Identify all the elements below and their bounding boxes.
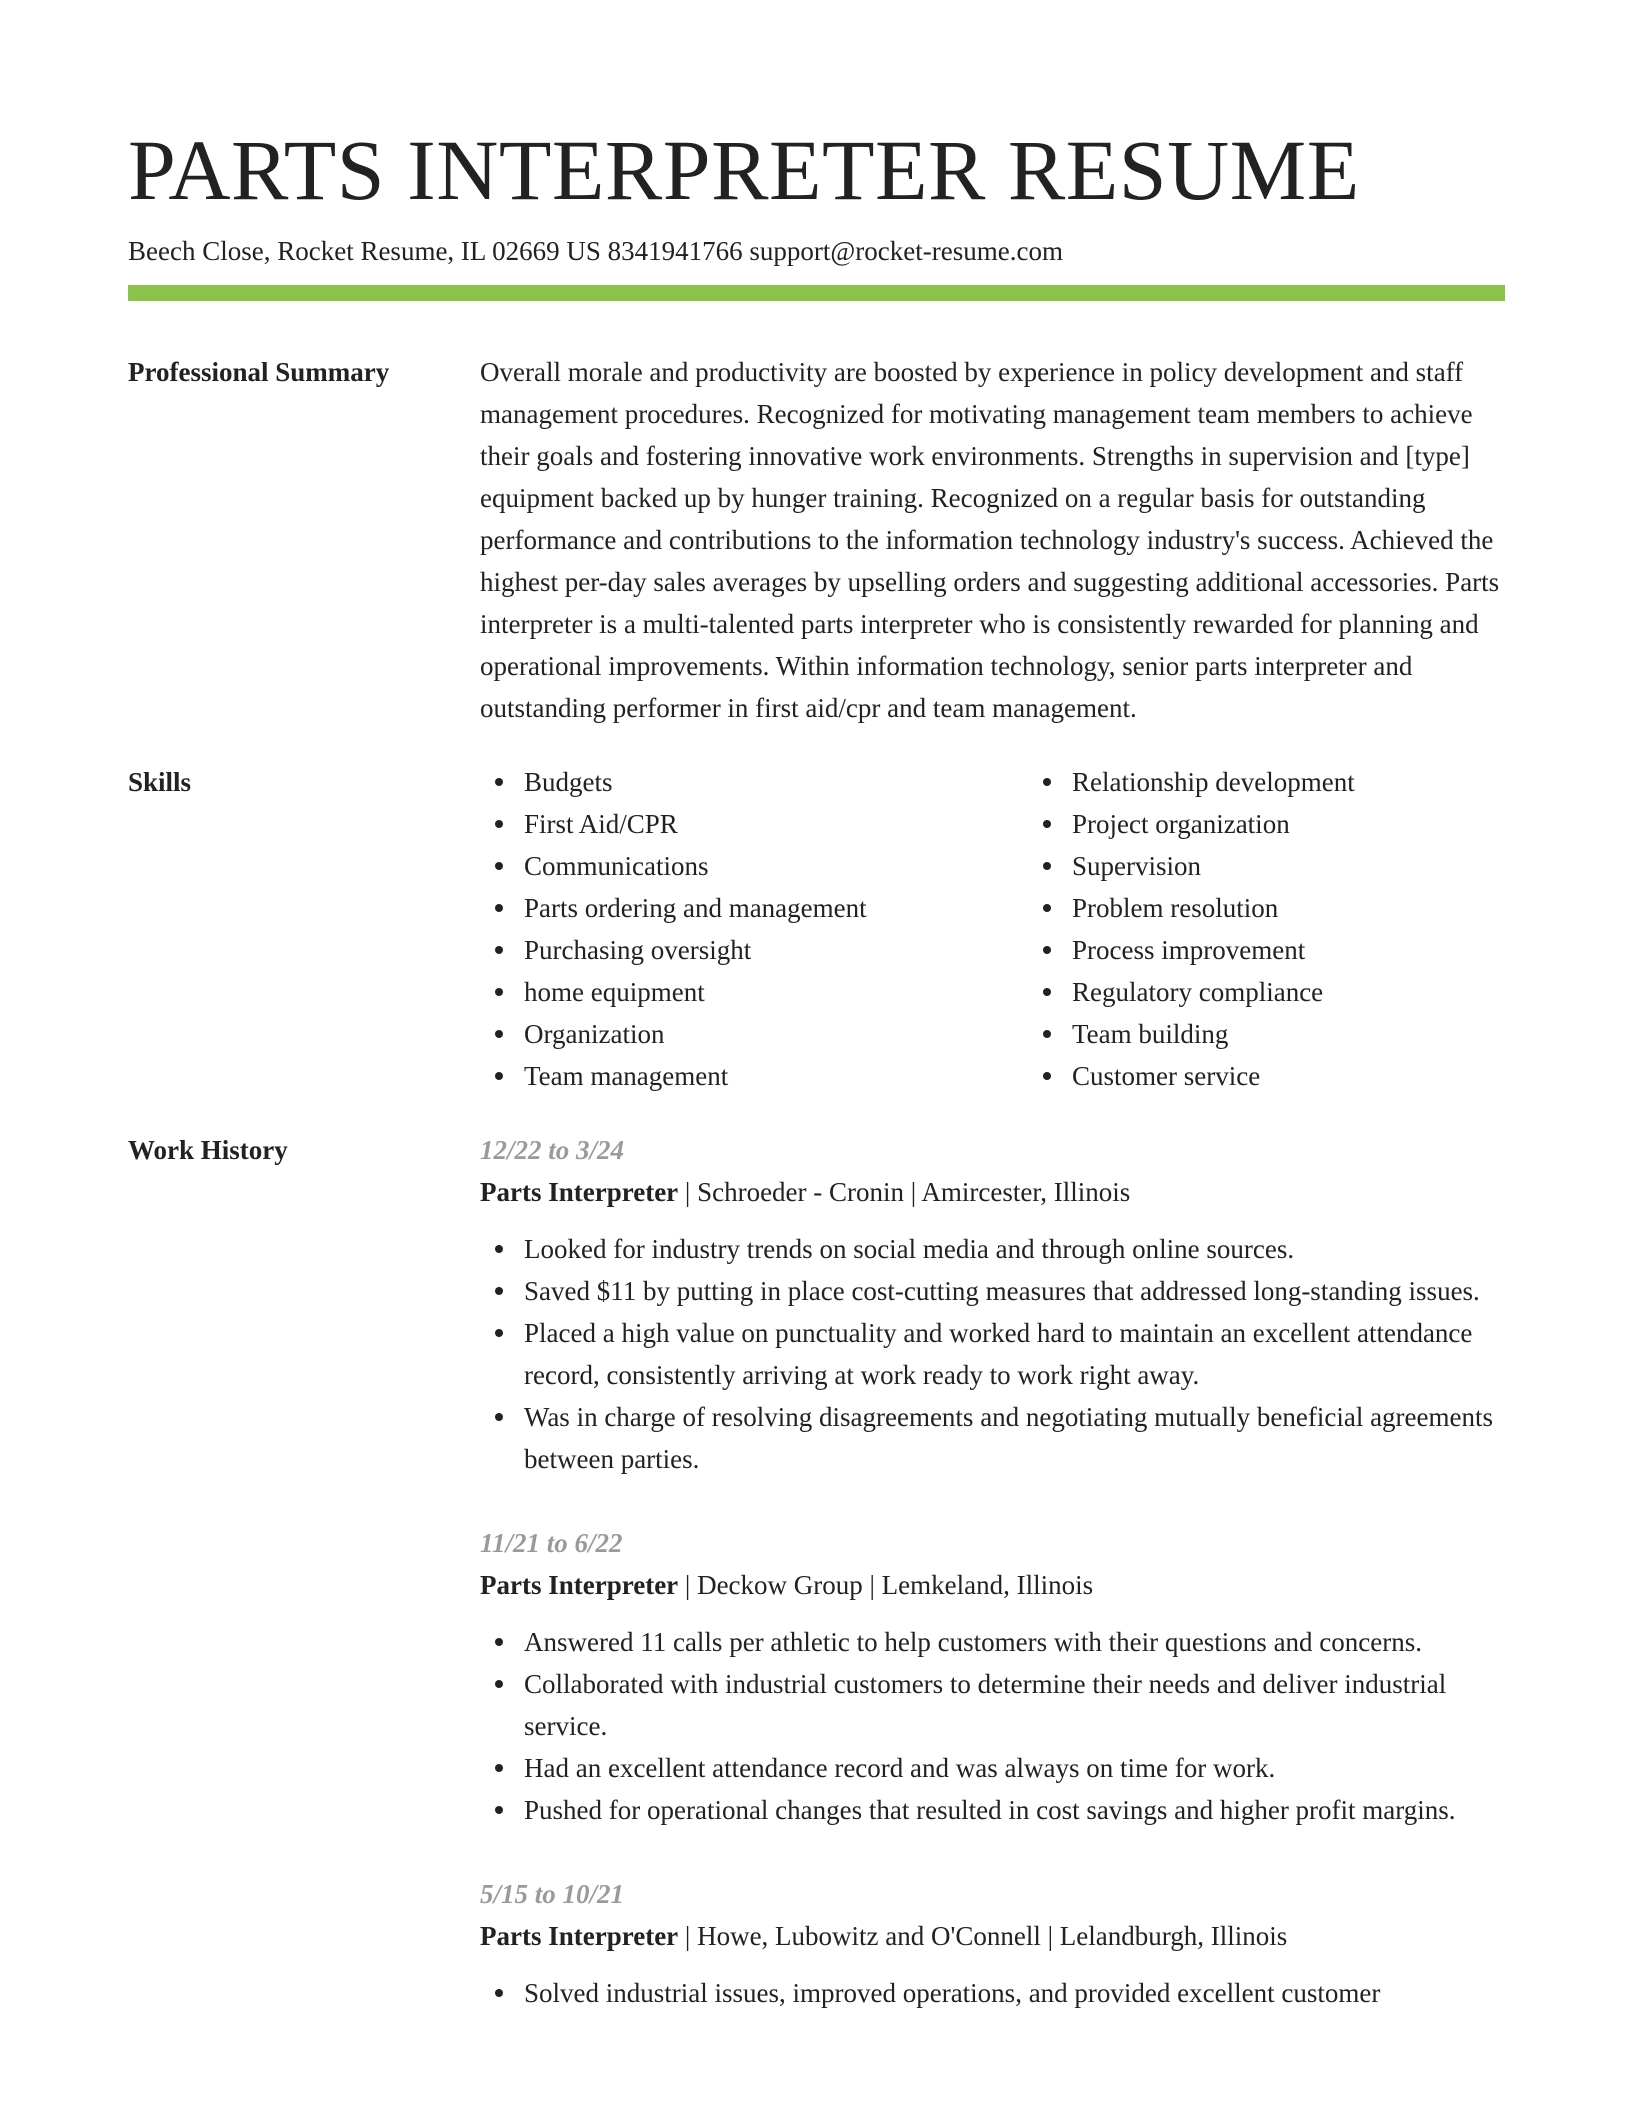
- skill-item: Team management: [524, 1055, 1028, 1097]
- job-title: Parts Interpreter: [480, 1177, 679, 1207]
- skill-item: Organization: [524, 1013, 1028, 1055]
- duty-item: Solved industrial issues, improved operations, and provided excellent customer: [524, 1972, 1505, 2014]
- duty-item: Had an excellent attendance record and was always on time for work.: [524, 1747, 1505, 1789]
- job-heading: [480, 1915, 1505, 1957]
- job-dates: 12/22 to 3/24: [480, 1135, 625, 1165]
- header-accent-rule: [128, 285, 1505, 301]
- job-title: Parts Interpreter: [480, 1921, 679, 1951]
- duty-item: Saved $11 by putting in place cost-cutting measures that addressed long-standing issues.: [524, 1270, 1505, 1312]
- skill-item: Supervision: [1072, 845, 1576, 887]
- job-heading: [480, 1171, 1505, 1213]
- job-employer-location: | Schroeder - Cronin | Amircester, Illinois: [678, 1177, 1131, 1207]
- duty-item: Collaborated with industrial customers to determine their needs and deliver industrial service.: [524, 1663, 1505, 1747]
- skill-item: Relationship development: [1072, 761, 1576, 803]
- summary-label: Professional Summary: [128, 357, 390, 387]
- contact-line: Beech Close, Rocket Resume, IL 02669 US 8341941766 support@rocket-resume.com: [128, 236, 1063, 266]
- summary-section: [128, 351, 1505, 729]
- job-dates: 11/21 to 6/22: [480, 1528, 623, 1558]
- job-entry: [480, 1873, 1505, 2014]
- job-entry: [480, 1522, 1505, 1831]
- skill-item: Project organization: [1072, 803, 1576, 845]
- work-history-list: [480, 1129, 1505, 2056]
- skills-list-left: [480, 761, 1028, 1097]
- work-history-section: [128, 1129, 1505, 2056]
- skill-item: home equipment: [524, 971, 1028, 1013]
- job-title: Parts Interpreter: [480, 1570, 679, 1600]
- duty-item: Pushed for operational changes that resulted in cost savings and higher profit margins.: [524, 1789, 1505, 1831]
- duty-item: Placed a high value on punctuality and worked hard to maintain an excellent attendance record, consistently arriving at work ready to work right away.: [524, 1312, 1505, 1396]
- skills-columns: [480, 761, 1576, 1097]
- job-duties: [480, 1972, 1505, 2014]
- resume-page: [128, 0, 1505, 2056]
- duty-item: Looked for industry trends on social media and through online sources.: [524, 1228, 1505, 1270]
- skills-label: Skills: [128, 767, 192, 797]
- skill-item: Problem resolution: [1072, 887, 1576, 929]
- skills-list-right: [1028, 761, 1576, 1097]
- skill-item: Process improvement: [1072, 929, 1576, 971]
- job-dates: 5/15 to 10/21: [480, 1879, 625, 1909]
- job-employer-location: | Howe, Lubowitz and O'Connell | Lelandburgh, Illinois: [678, 1921, 1288, 1951]
- summary-text: Overall morale and productivity are boosted by experience in policy development and staff management procedures. Recognized for motivating management team members to achieve their goals and fostering innovative work environments. Strengths in supervision and [type] equipment backed up by hunger training. Recognized on a regular basis for outstanding performance and contributions to the information technology industry's success. Achieved the highest per-day sales averages by upselling orders and suggesting additional accessories. Parts interpreter is a multi-talented parts interpreter who is consistently rewarded for planning and operational improvements. Within information technology, senior parts interpreter and outstanding performer in first aid/cpr and team management.: [480, 357, 1500, 723]
- skills-section: [128, 761, 1505, 1097]
- skill-item: Budgets: [524, 761, 1028, 803]
- job-entry: [480, 1129, 1505, 1480]
- job-duties: [480, 1621, 1505, 1831]
- job-duties: [480, 1228, 1505, 1480]
- skill-item: Team building: [1072, 1013, 1576, 1055]
- skill-item: Communications: [524, 845, 1028, 887]
- resume-title: PARTS INTERPRETER RESUME: [128, 122, 1360, 218]
- job-heading: [480, 1564, 1505, 1606]
- skill-item: Parts ordering and management: [524, 887, 1028, 929]
- skill-item: First Aid/CPR: [524, 803, 1028, 845]
- skill-item: Customer service: [1072, 1055, 1576, 1097]
- duty-item: Was in charge of resolving disagreements and negotiating mutually beneficial agreements between parties.: [524, 1396, 1505, 1480]
- duty-item: Answered 11 calls per athletic to help customers with their questions and concerns.: [524, 1621, 1505, 1663]
- work-history-label: Work History: [128, 1135, 288, 1165]
- job-employer-location: | Deckow Group | Lemkeland, Illinois: [678, 1570, 1094, 1600]
- skill-item: Regulatory compliance: [1072, 971, 1576, 1013]
- skill-item: Purchasing oversight: [524, 929, 1028, 971]
